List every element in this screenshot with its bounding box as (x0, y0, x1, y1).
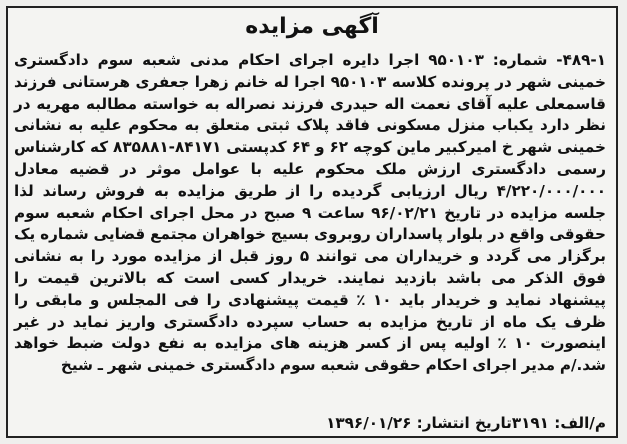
notice-footer: م/الف: ۳۱۹۱تاریخ انتشار: ۱۳۹۶/۰۱/۲۶ (326, 414, 606, 432)
notice-body-text: ۴۸۹-۱- شماره: ۹۵۰۱۰۳ اجرا دایره اجرای احکام مدنی شعبه سوم دادگستری خمینی شهر در پرونده کلاسه ۹۵۰۱۰۳ اجرا له خانم زهرا جعفری هرستانی فرزند قاسمعلی علیه آقای نعمت اله حیدری فرزند نصراله به خواسته مطالبه مهریه در نظر دارد یکباب منزل مسکونی فاقد پلاک ثبتی متعلق به محکوم علیه به نشانی خمینی شهر خ امیرکبیر ماین کوچه ۶۲ و ۶۴ کدپستی ۸۴۱۷۱-۸۳۵۸۸۱ که کارشناس رسمی دادگستری ارزش ملک محکوم علیه با عوامل موثر در قضیه معادل ۴/۲۲۰/۰۰۰/۰۰۰ ریال ارزیابی گردیده را از طریق مزایده به فروش رساند لذا جلسه مزایده در تاریخ ۹۶/۰۲/۲۱ ساعت ۹ صبح در محل اجرای احکام شعبه سوم حقوقی واقع در بلوار پاسداران روبروی بسیج خواهران مجتمع قضایی شماره یک برگزار می گردد و خریداران می توانند ۵ روز قبل از مزایده مورد را به نشانی فوق الذکر می باشد بازدید نمایند. خریدار کسی است که بالاترین قیمت را پیشنهاد نماید و خریدار باید ۱۰ ٪ قیمت پیشنهادی را فی المجلس و مابقی را ظرف یک ماه از تاریخ مزایده به حساب سپرده دادگستری واریز نماید در غیر اینصورت ۱۰ ٪ اولیه پس از کسر هزینه های مزایده به نفع دولت ضبط خواهد شد./م مدیر اجرای احکام حقوقی شعبه سوم دادگستری خمینی شهر ـ شیخ (14, 51, 607, 375)
notice-title: آگهی مزایده (245, 14, 379, 39)
notice-frame (6, 6, 618, 438)
notice-body (14, 50, 606, 377)
